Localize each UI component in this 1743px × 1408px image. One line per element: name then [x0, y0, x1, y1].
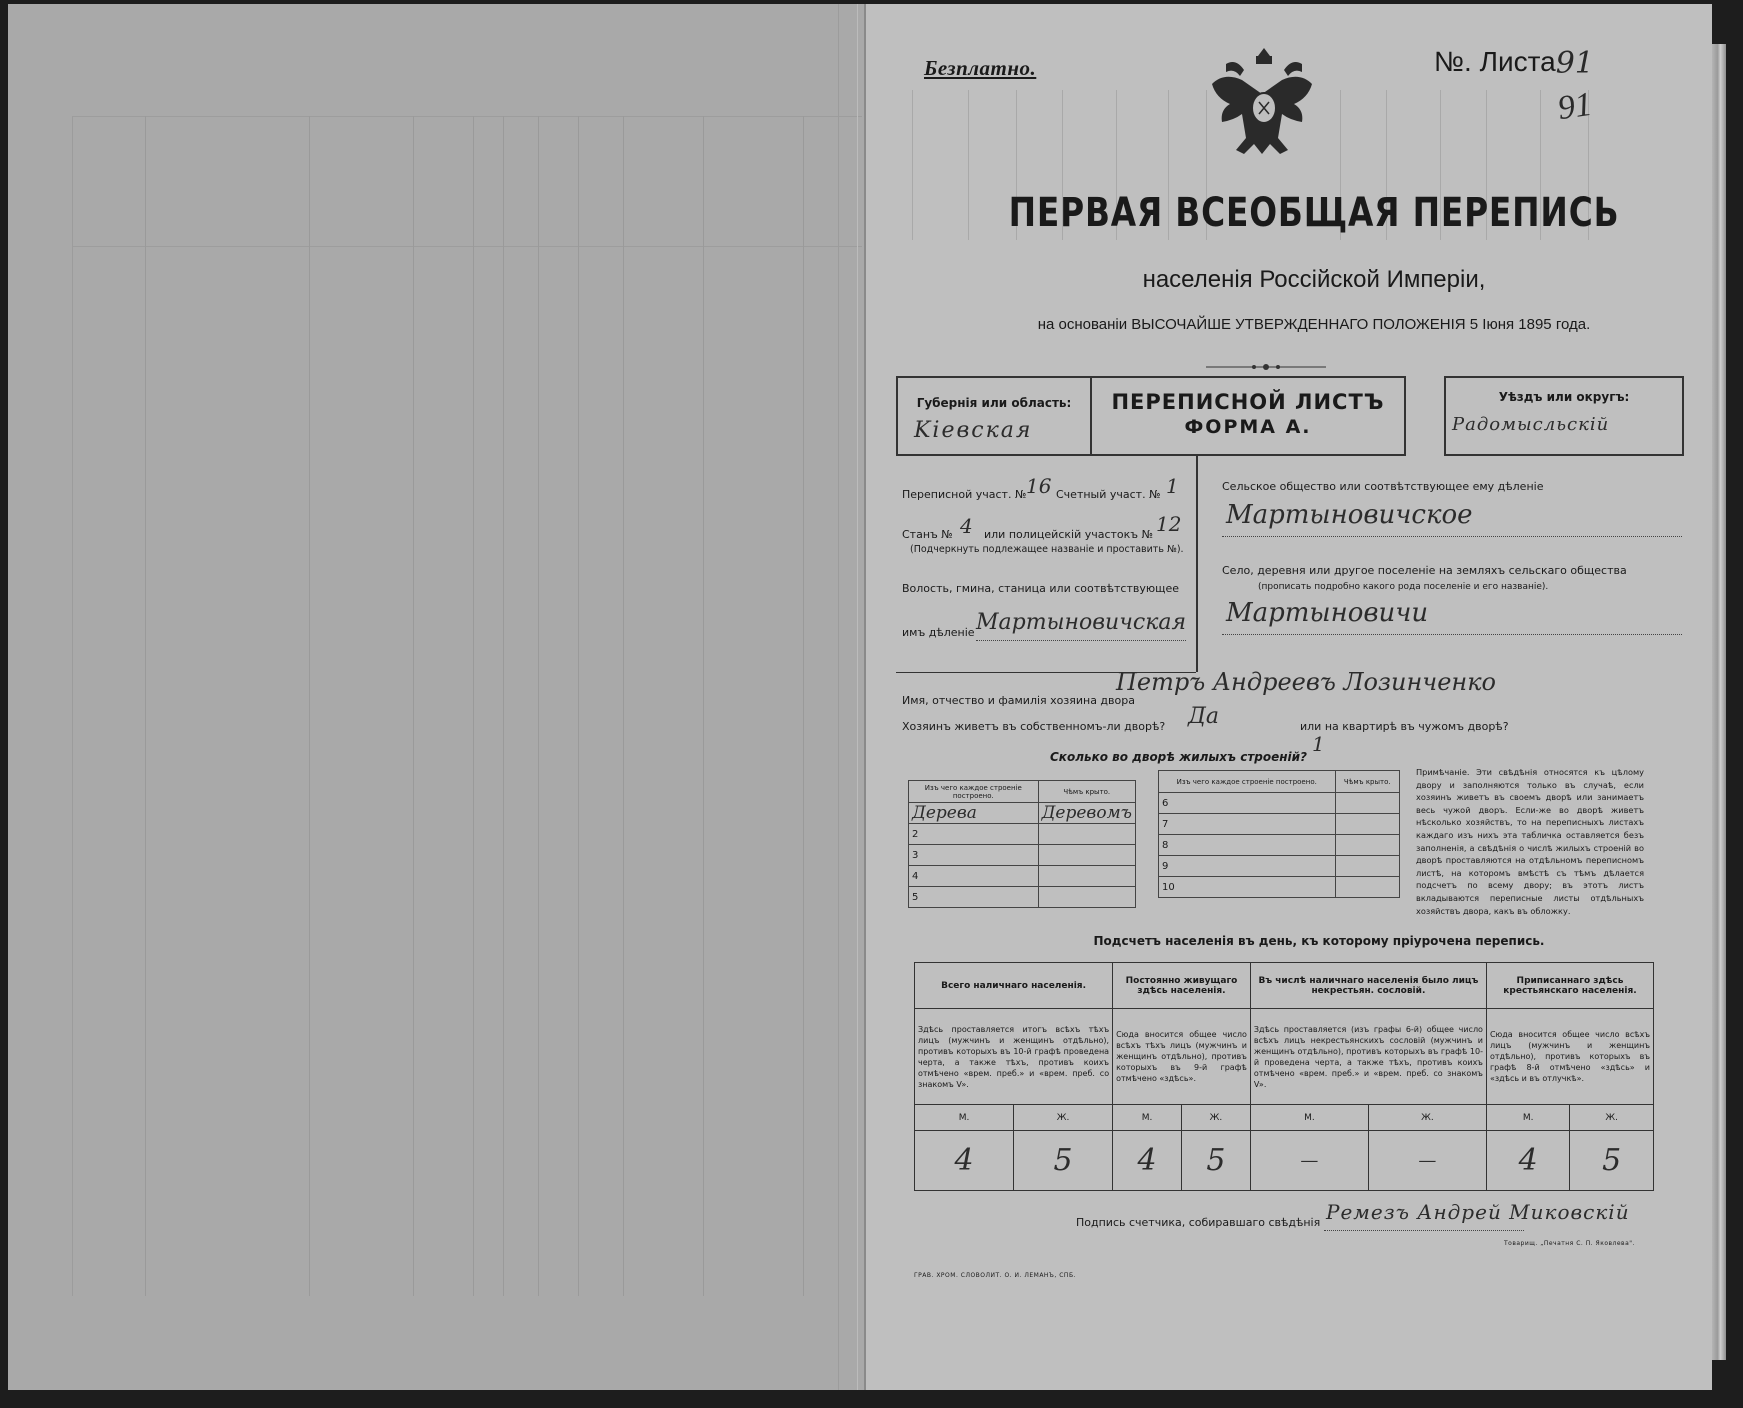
ornament-divider-icon: [1206, 362, 1326, 372]
total-male-value: 4: [915, 1131, 1014, 1191]
police-area-value: 12: [1156, 512, 1182, 536]
total-female-value: 5: [1014, 1131, 1113, 1191]
stan-label: Станъ №: [902, 528, 953, 541]
col-nonpeasant-desc: Здѣсь проставляется (изъ графы 6-й) общее число всѣхъ лицъ некрестьянскихъ сословій (мужчинъ и женщинъ отдѣльно), противъ которыхъ въ графѣ 10-й проведена черта, а также тѣхъ, противъ коихъ отмѣчено «врем. преб.» и «врем. преб. со знакомъ V».: [1250, 1009, 1486, 1105]
owner-label: Имя, отчество и фамилія хозяина двора: [902, 694, 1135, 707]
col-permanent-header: Постоянно живущаго здѣсь населенія.: [1113, 963, 1251, 1009]
province-box: [896, 376, 1090, 456]
buildings-table-left: [908, 780, 1136, 908]
province-value: Kiевская: [914, 418, 1033, 443]
building-1-roof: Деревомъ: [1038, 803, 1135, 824]
row-number: 4: [909, 866, 1039, 887]
census-area-value: 16: [1026, 474, 1052, 498]
counting-area-value: 1: [1166, 474, 1179, 498]
building-1-material: Дерева: [909, 803, 1039, 824]
own-yard-label: Хозяинъ живетъ въ собственномъ-ли дворѣ?: [902, 720, 1166, 733]
stan-value: 4: [960, 514, 973, 538]
row-number: 5: [909, 887, 1039, 908]
col-roof-header: Чѣмъ крыто.: [1038, 781, 1135, 803]
village-label: Село, деревня или другое поселеніе на земляхъ сельскаго общества: [1222, 564, 1627, 577]
population-count-title: Подсчетъ населенія въ день, къ которому пріурочена перепись.: [1093, 934, 1545, 948]
col-nonpeasant-header: Въ числѣ наличнаго населенія было лицъ некрестьян. сословій.: [1250, 963, 1486, 1009]
census-form-page: [866, 4, 1712, 1390]
buildings-table-right: [1158, 770, 1400, 898]
page-stack-edge: [1712, 44, 1726, 1360]
own-yard-value: Да: [1188, 704, 1220, 729]
row-number: 6: [1159, 793, 1336, 814]
female-header: Ж.: [1570, 1105, 1654, 1131]
buildings-count-label: Сколько во дворѣ жилыхъ строеній?: [1050, 750, 1308, 764]
location-divider: [1196, 456, 1198, 672]
sheet-number-value: 91: [1555, 46, 1594, 81]
rented-label: или на квартирѣ въ чужомъ дворѣ?: [1300, 720, 1509, 733]
female-header: Ж.: [1368, 1105, 1486, 1131]
row-number: 2: [909, 824, 1039, 845]
col-material-header: Изъ чего каждое строеніе построено.: [909, 781, 1039, 803]
double-headed-eagle-icon: [1204, 44, 1324, 164]
volost-value: Мартыновичская: [976, 610, 1187, 635]
free-label: Безплатно.: [924, 56, 1037, 80]
female-header: Ж.: [1014, 1105, 1113, 1131]
buildings-count-value: 1: [1312, 732, 1325, 756]
peasant-female-value: 5: [1570, 1131, 1654, 1191]
male-header: М.: [1113, 1105, 1182, 1131]
district-box: [1444, 376, 1684, 456]
col-total-desc: Здѣсь проставляется итогъ всѣхъ тѣхъ лицъ (мужчинъ и женщинъ отдѣльно), противъ которыхъ въ 10-й графѣ проведена черта, а также тѣхъ, противъ коихъ отмѣчено «врем. преб.» и «врем. преб. со знакомъ V».: [915, 1009, 1113, 1105]
population-count-table: [914, 962, 1654, 1191]
sheet-number-label: №. Листа: [1434, 46, 1556, 77]
province-label: Губернія или область:: [916, 396, 1072, 410]
form-type-box: [1090, 376, 1406, 456]
row-number: 10: [1159, 877, 1336, 898]
female-header: Ж.: [1181, 1105, 1250, 1131]
left-page: [8, 4, 866, 1390]
police-area-label: или полицейскій участокъ №: [984, 528, 1154, 541]
sheet-number-field: [1434, 46, 1594, 81]
row-number: 9: [1159, 856, 1336, 877]
counting-area-label: Счетный участ. №: [1056, 488, 1161, 501]
row-number: 3: [909, 845, 1039, 866]
permanent-female-value: 5: [1181, 1131, 1250, 1191]
form-type-title: ПЕРЕПИСНОЙ ЛИСТЪ: [1111, 390, 1385, 414]
village-note: (прописать подробно какого рода поселеніе и его названіе).: [1258, 582, 1549, 592]
ghost-table: [72, 116, 862, 1296]
form-subtitle: населенія Россійской Имперіи,: [1142, 266, 1486, 293]
signature-label: Подпись счетчика, собиравшаго свѣдѣнія: [1076, 1216, 1321, 1229]
col-peasant-header: Приписаннаго здѣсь крестьянскаго населенія.: [1486, 963, 1653, 1009]
imprint-right: Товарищ. „Печатня С. П. Яковлева".: [1504, 1240, 1635, 1247]
row-number: 8: [1159, 835, 1336, 856]
permanent-male-value: 4: [1113, 1131, 1182, 1191]
male-header: М.: [1250, 1105, 1368, 1131]
underline-note: (Подчеркнуть подлежащее названіе и проставить №).: [910, 544, 1184, 555]
page-edge: [838, 4, 858, 1390]
sheet-number-corrected: 91: [1555, 85, 1595, 128]
rural-society-value: Мартыновичское: [1226, 500, 1473, 530]
col-material-header: Изъ чего каждое строеніе построено.: [1159, 771, 1336, 793]
male-header: М.: [915, 1105, 1014, 1131]
census-area-label: Переписной участ. №: [902, 488, 1027, 501]
nonpeasant-male-value: —: [1250, 1131, 1368, 1191]
peasant-male-value: 4: [1486, 1131, 1569, 1191]
col-peasant-desc: Сюда вносится общее число всѣхъ лицъ (мужчинъ и женщинъ отдѣльно), противъ которыхъ въ графѣ 8-й отмѣчено «здѣсь» и «здѣсь и въ отлучкѣ».: [1486, 1009, 1653, 1105]
col-permanent-desc: Сюда вносится общее число всѣхъ тѣхъ лицъ (мужчинъ и женщинъ отдѣльно), противъ которыхъ въ 9-й графѣ отмѣчено «здѣсь».: [1113, 1009, 1251, 1105]
col-total-header: Всего наличнаго населенія.: [915, 963, 1113, 1009]
imprint-left: ГРАВ. ХРОМ. СЛОВОЛИТ. О. И. ЛЕМАНЪ, СПБ.: [914, 1272, 1076, 1279]
form-type-subtitle: ФОРМА А.: [1184, 416, 1312, 438]
district-value: Радомысльскій: [1452, 414, 1610, 435]
owner-value: Петръ Андреевъ Лозинченко: [1116, 668, 1496, 696]
row-number: 7: [1159, 814, 1336, 835]
village-value: Мартыновичи: [1226, 598, 1429, 628]
buildings-note: Примѣчаніе. Эти свѣдѣнія относятся къ цѣлому двору и заполняются только въ случаѣ, если хозяинъ живетъ въ своемъ дворѣ или занимаетъ весь чужой дворъ. Если-же во дворѣ живетъ нѣсколько хозяйствъ, то на переписныхъ листахъ каждаго изъ нихъ эта табличка оставляется безъ заполненія, а свѣдѣнія о числѣ жилыхъ строеній во дворѣ проставляются на отдѣльномъ переписномъ листѣ, на которомъ вмѣстѣ съ тѣмъ дѣлается подсчетъ по всему двору; въ этотъ листъ вкладываются переписные листы отдѣльныхъ хозяйствъ двора, какъ въ обложку.: [1416, 767, 1644, 916]
form-title: ПЕРВАЯ ВСЕОБЩАЯ ПЕРЕПИСЬ: [1008, 190, 1620, 236]
district-label: Уѣздъ или округъ:: [1498, 390, 1630, 404]
col-roof-header: Чѣмъ крыто.: [1335, 771, 1399, 793]
male-header: М.: [1486, 1105, 1569, 1131]
form-legal-basis: на основаніи ВЫСОЧАЙШЕ УТВЕРЖДЕННАГО ПОЛОЖЕНІЯ 5 Іюня 1895 года.: [1037, 316, 1591, 333]
volost-label-1: Волость, гмина, станица или соотвѣтствующее: [902, 582, 1180, 595]
signature-value: Ремезъ Андрей Миковскій: [1326, 1200, 1630, 1224]
volost-label-2: имъ дѣленіе: [902, 626, 975, 639]
rural-society-label: Сельское общество или соотвѣтствующее ему дѣленіе: [1222, 480, 1544, 493]
nonpeasant-female-value: —: [1368, 1131, 1486, 1191]
